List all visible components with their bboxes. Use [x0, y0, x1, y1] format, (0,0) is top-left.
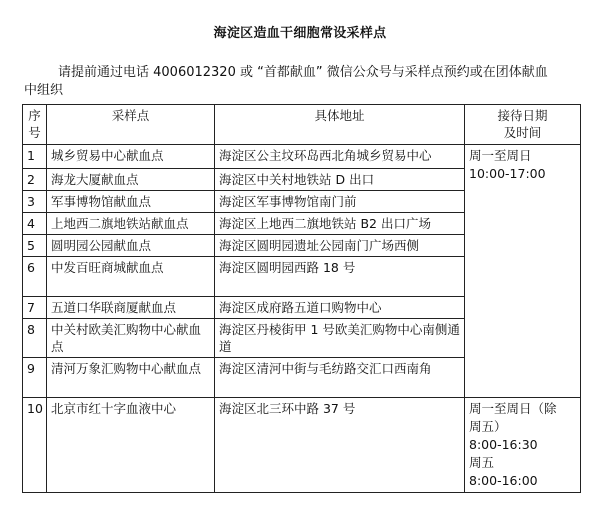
- header-address: 具体地址: [215, 105, 465, 145]
- schedule-hours: 10:00-17:00: [469, 166, 546, 181]
- schedule-hours-friday: 8:00-16:00: [469, 473, 538, 488]
- row-no: 4: [23, 213, 47, 235]
- table-header-row: [23, 105, 581, 145]
- table-row: [23, 145, 581, 169]
- row-address: 海淀区军事博物馆南门前: [215, 191, 465, 213]
- row-site: 上地西二旗地铁站献血点: [47, 213, 215, 235]
- header-time: [465, 105, 581, 145]
- row-address: 海淀区圆明园遗址公园南门广场西侧: [215, 235, 465, 257]
- row-no: 7: [23, 297, 47, 319]
- row-no: 1: [23, 145, 47, 169]
- intro-paragraph: [24, 64, 580, 100]
- row-no: 6: [23, 257, 47, 297]
- schedule-hours-weekday: 8:00-16:30: [469, 437, 538, 452]
- row-site: 五道口华联商厦献血点: [47, 297, 215, 319]
- header-time-line2: 及时间: [503, 125, 542, 140]
- row-site: 中关村欧美汇购物中心献血点: [47, 319, 215, 358]
- row-address: 海淀区清河中街与毛纺路交汇口西南角: [215, 358, 465, 398]
- row-address: 海淀区成府路五道口购物中心: [215, 297, 465, 319]
- header-site: 采样点: [47, 105, 215, 145]
- row-address: 海淀区圆明园西路 18 号: [215, 257, 465, 297]
- row-site: 北京市红十字血液中心: [47, 398, 215, 493]
- schedule-days-line2: 周五）: [469, 419, 507, 434]
- row-no: 2: [23, 169, 47, 191]
- row-site: 城乡贸易中心献血点: [47, 145, 215, 169]
- header-time-line1: 接待日期: [497, 108, 548, 123]
- page-title: 海淀区造血干细胞常设采样点: [213, 26, 387, 41]
- intro-line-1: 请提前通过电话 4006012320 或 “首都献血” 微信公众号与采样点预约或在团体献血: [58, 65, 548, 80]
- row-address: 海淀区中关村地铁站 D 出口: [215, 169, 465, 191]
- row-address: 海淀区北三环中路 37 号: [215, 398, 465, 493]
- table-row: [23, 398, 581, 493]
- row-address: 海淀区丹棱街甲 1 号欧美汇购物中心南侧通道: [215, 319, 465, 358]
- header-no-line1: 序: [28, 108, 41, 123]
- header-no-line2: 号: [28, 125, 41, 140]
- schedule-days-friday: 周五: [469, 455, 495, 470]
- row-site: 海龙大厦献血点: [47, 169, 215, 191]
- intro-line-2: 中组织: [24, 83, 64, 98]
- row-site: 圆明园公园献血点: [47, 235, 215, 257]
- schedule-days-line1: 周一至周日（除: [469, 401, 557, 416]
- header-no: [23, 105, 47, 145]
- row-site: 中发百旺商城献血点: [47, 257, 215, 297]
- row-no: 10: [23, 398, 47, 493]
- row-site: 军事博物馆献血点: [47, 191, 215, 213]
- sampling-sites-table: [22, 104, 581, 493]
- row-site: 清河万象汇购物中心献血点: [47, 358, 215, 398]
- schedule-cell-center: [465, 398, 581, 493]
- row-address: 海淀区公主坟环岛西北角城乡贸易中心: [215, 145, 465, 169]
- row-no: 5: [23, 235, 47, 257]
- row-no: 9: [23, 358, 47, 398]
- row-no: 3: [23, 191, 47, 213]
- row-address: 海淀区上地西二旗地铁站 B2 出口广场: [215, 213, 465, 235]
- row-no: 8: [23, 319, 47, 358]
- schedule-cell-general: [465, 145, 581, 398]
- schedule-days: 周一至周日: [469, 148, 532, 163]
